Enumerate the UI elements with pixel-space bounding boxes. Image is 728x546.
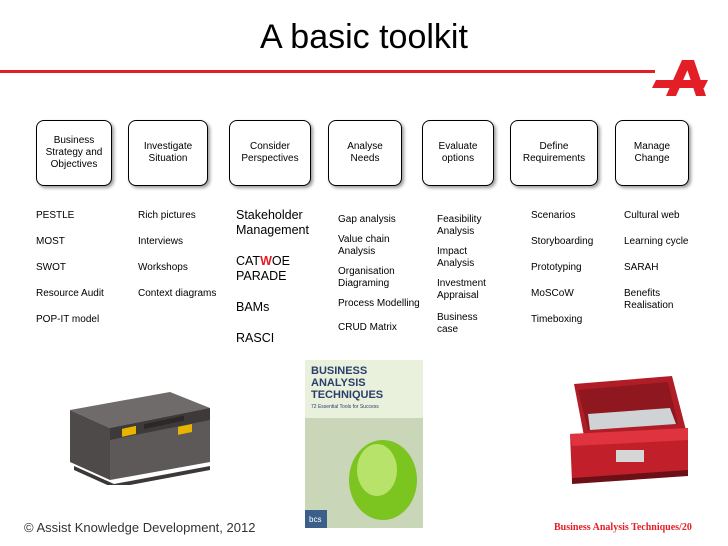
technique-item: Value chain Analysis: [338, 234, 390, 257]
technique-item: PARADE: [236, 269, 287, 283]
techniques-perspectives: [236, 208, 309, 362]
techniques-investigate: [138, 210, 216, 314]
page-title: A basic toolkit: [260, 18, 468, 56]
technique-item: Cultural web: [624, 210, 680, 221]
technique-item: POP-IT model: [36, 314, 100, 325]
stage-business-strategy: [36, 120, 112, 186]
technique-item: Workshops: [138, 262, 188, 273]
brand-logo-icon: [652, 56, 708, 100]
technique-item: Process Modelling: [338, 298, 420, 309]
stage-define-requirements: [510, 120, 598, 186]
technique-item: Prototyping: [531, 262, 582, 273]
book-title-line2: ANALYSIS: [311, 377, 366, 389]
technique-item: Scenarios: [531, 210, 576, 221]
stage-consider-perspectives: [229, 120, 311, 186]
catwoe-prefix: CAT: [236, 254, 261, 268]
technique-item: Timeboxing: [531, 314, 583, 325]
stage-manage-change: [615, 120, 689, 186]
technique-item: Interviews: [138, 236, 184, 247]
technique-item: Investment Appraisal: [437, 278, 486, 301]
book-cover-image: [305, 360, 423, 528]
technique-item: Benefits Realisation: [624, 288, 674, 311]
stage-label: Consider Perspectives: [241, 141, 299, 164]
technique-item: Business case: [437, 312, 478, 335]
technique-item: Storyboarding: [531, 236, 594, 247]
book-subtitle: 72 Essential Tools for Success: [311, 404, 379, 410]
catwoe-highlight: W: [260, 254, 272, 268]
technique-item: Context diagrams: [138, 288, 217, 299]
stage-label: Evaluate options: [438, 141, 478, 164]
stage-investigate-situation: [128, 120, 208, 186]
stage-evaluate-options: [422, 120, 494, 186]
technique-item: SARAH: [624, 262, 659, 273]
title-rule: [0, 70, 655, 73]
stage-analyse-needs: [328, 120, 402, 186]
technique-item: RASCI: [236, 331, 275, 345]
techniques-strategy: [36, 210, 104, 340]
stage-label: Investigate Situation: [143, 141, 193, 164]
grey-toolbox-icon: [60, 380, 220, 485]
book-title-line3: TECHNIQUES: [311, 389, 384, 401]
techniques-analyse: [338, 214, 420, 348]
techniques-manage: [624, 210, 688, 326]
footer-copyright: © Assist Knowledge Development, 2012: [24, 520, 256, 535]
stage-label: Analyse Needs: [347, 141, 383, 164]
technique-item: SWOT: [36, 262, 66, 273]
technique-item: BAMs: [236, 300, 270, 314]
footer-page-ref: Business Analysis Techniques/20: [554, 522, 692, 533]
technique-item: MoSCoW: [531, 288, 574, 299]
technique-item-catwoe: [236, 254, 309, 269]
techniques-define: [531, 210, 593, 340]
technique-item: Feasibility Analysis: [437, 214, 482, 237]
technique-item: Learning cycle: [624, 236, 689, 247]
technique-item: MOST: [36, 236, 65, 247]
stage-label: Manage Change: [633, 141, 671, 164]
technique-item: Impact Analysis: [437, 246, 475, 269]
stage-label: Define Requirements: [522, 141, 586, 164]
technique-item: Stakeholder Management: [236, 208, 309, 237]
techniques-evaluate: [437, 214, 486, 350]
technique-item: Resource Audit: [36, 288, 104, 299]
technique-item: Rich pictures: [138, 210, 196, 221]
technique-item: CRUD Matrix: [338, 322, 397, 333]
catwoe-suffix: OE: [271, 254, 290, 268]
technique-item: PESTLE: [36, 210, 75, 221]
technique-item: Gap analysis: [338, 214, 396, 225]
stage-label: Business Strategy and Objectives: [45, 135, 103, 170]
book-publisher: bcs: [309, 515, 322, 524]
technique-item: Organisation Diagraming: [338, 266, 395, 289]
red-toolbox-icon: [560, 370, 695, 485]
book-title-line1: BUSINESS: [311, 365, 368, 377]
